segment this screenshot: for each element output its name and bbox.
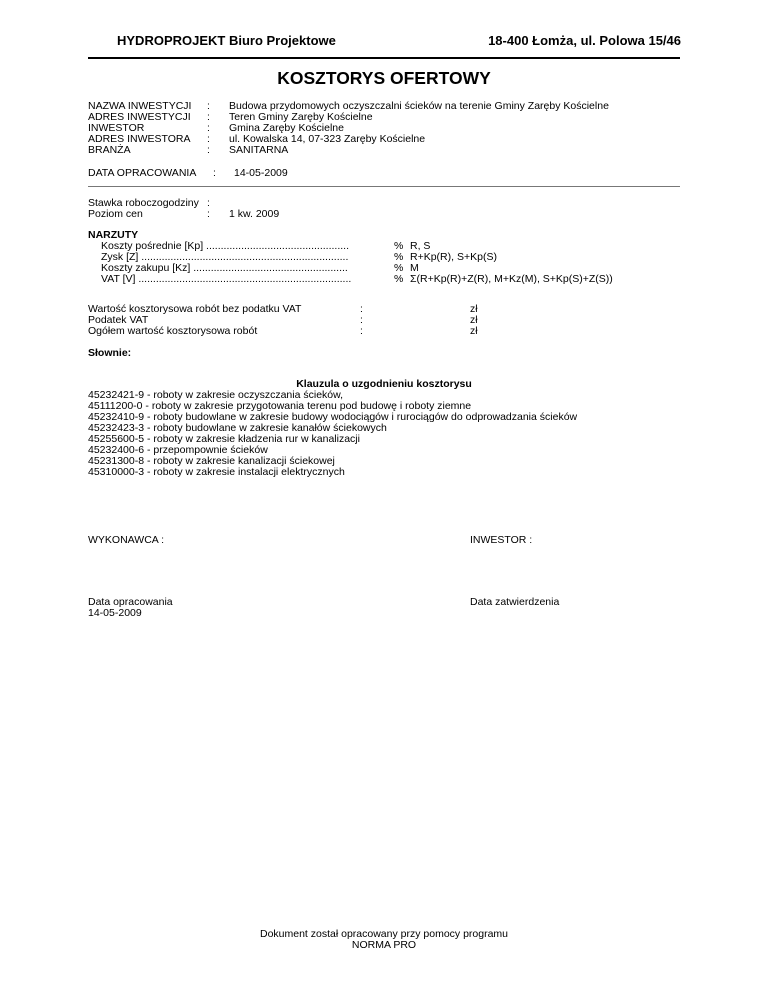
info-label: ADRES INWESTYCJI [88,111,191,123]
info-value: Teren Gminy Zaręby Kościelne [229,111,373,123]
cpv-code-item: 45232400-6 - przepompownie ścieków [88,444,268,456]
narzut-base: Σ(R+Kp(R)+Z(R), M+Kz(M), S+Kp(S)+Z(S)) [410,273,613,285]
narzut-label: Koszty pośrednie [Kp] ................................................. [101,240,350,252]
company-address: 18-400 Łomża, ul. Polowa 15/46 [488,33,681,48]
total-unit: zł [470,303,478,315]
info-value: Gmina Zaręby Kościelne [229,122,344,134]
rate-label: Stawka roboczogodziny [88,197,199,209]
total-label: Ogółem wartość kosztorysowa robót [88,325,258,337]
info-label: NAZWA INWESTYCJI [88,100,192,112]
narzuty-heading: NARZUTY [88,229,139,241]
header-rule [88,57,680,59]
rate-label: Poziom cen [88,208,143,220]
narzut-label: Koszty zakupu [Kz] ..................................................... [101,262,348,274]
cpv-code-item: 45111200-0 - roboty w zakresie przygotowania terenu pod budowę i roboty ziemne [88,400,472,412]
info-sep: : [207,144,210,156]
total-unit: zł [470,325,478,337]
narzut-percent: % [394,240,404,252]
narzut-percent: % [394,273,404,285]
total-sep: : [360,314,363,326]
slownie-label: Słownie: [88,347,132,359]
date-prepared-value: 14-05-2009 [88,607,142,619]
total-unit: zł [470,314,478,326]
info-value: ul. Kowalska 14, 07-323 Zaręby Kościelne [229,133,426,145]
total-sep: : [360,303,363,315]
rate-value: 1 kw. 2009 [229,208,280,220]
inwestor-label: INWESTOR : [470,534,533,546]
date-prep-sep: : [213,167,216,179]
narzut-base: M [410,262,419,274]
info-sep: : [207,111,210,123]
narzut-base: R, S [410,240,431,252]
cpv-code-item: 45310000-3 - roboty w zakresie instalacji elektrycznych [88,466,345,478]
info-sep: : [207,133,210,145]
narzut-label: VAT [V] ......................................................................... [101,273,352,285]
total-label: Podatek VAT [88,314,149,326]
rate-sep: : [207,197,210,209]
cpv-code-item: 45232410-9 - roboty budowlane w zakresie budowy wodociągów i rurociągów do odprowadzania ścieków [88,411,578,423]
date-prep-value: 14-05-2009 [234,167,288,179]
info-label: INWESTOR [88,122,145,134]
rate-sep: : [207,208,210,220]
cpv-code-item: 45232421-9 - roboty w zakresie oczyszczania ścieków, [88,389,344,401]
date-approved-label: Data zatwierdzenia [470,596,560,608]
document-title: KOSZTORYS OFERTOWY [277,68,491,88]
info-sep: : [207,100,210,112]
info-label: ADRES INWESTORA [88,133,191,145]
total-sep: : [360,325,363,337]
total-label: Wartość kosztorysowa robót bez podatku VAT [88,303,302,315]
klauzula-heading: Klauzula o uzgodnieniu kosztorysu [296,378,472,390]
narzut-label: Zysk [Z] ....................................................................... [101,251,349,263]
date-prep-label: DATA OPRACOWANIA [88,167,197,179]
cpv-code-item: 45255600-5 - roboty w zakresie kładzenia rur w kanalizacji [88,433,360,445]
company-name: HYDROPROJEKT Biuro Projektowe [117,33,336,48]
narzut-percent: % [394,251,404,263]
info-sep: : [207,122,210,134]
footer-line-1: Dokument został opracowany przy pomocy programu [259,928,509,940]
cpv-code-item: 45231300-8 - roboty w zakresie kanalizacji ściekowej [88,455,335,467]
footer-line-2: NORMA PRO [351,939,417,951]
wykonawca-label: WYKONAWCA : [88,534,165,546]
cpv-code-item: 45232423-3 - roboty budowlane w zakresie kanałów ściekowych [88,422,387,434]
info-value: Budowa przydomowych oczyszczalni ścieków na terenie Gminy Zaręby Kościelne [229,100,609,112]
narzut-percent: % [394,262,404,274]
narzut-base: R+Kp(R), S+Kp(S) [410,251,497,263]
info-value: SANITARNA [229,144,289,156]
date-prepared-label: Data opracowania [88,596,173,608]
info-label: BRANŻA [88,144,131,156]
section-rule [88,186,680,187]
